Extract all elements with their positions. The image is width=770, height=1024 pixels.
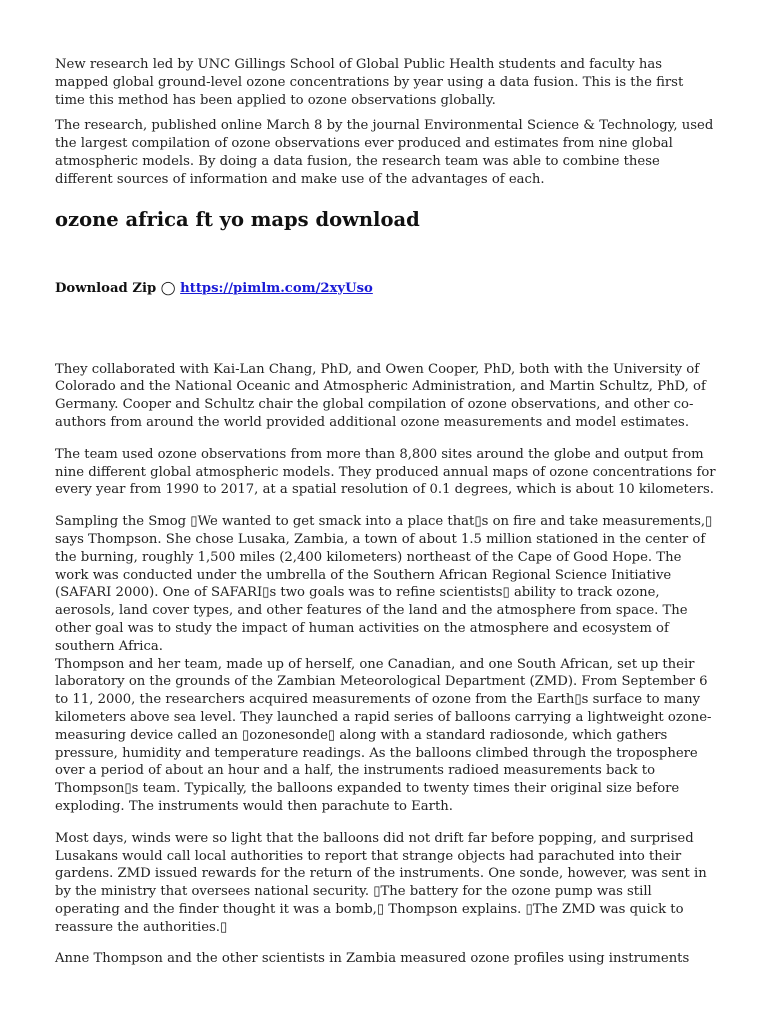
intro-paragraph-2: The research, published online March 8 by the journal Environmental Science & Technology, used the largest compilation of ozone observations ever produced and estimates from nine global atmospheric models. By doing a data fusion, the research team was able to combine these different sources of information and make use of the advantages of each.	[55, 118, 714, 187]
intro-paragraph-1: New research led by UNC Gillings School of Global Public Health students and faculty has mapped global ground-level ozone concentrations by year using a data fusion. This is the first time this method has been applied to ozone observations globally.	[55, 57, 684, 108]
body-paragraph-3: Sampling the Smog ▯We wanted to get smack into a place that▯s on fire and take measurements,▯ says Thompson. She chose Lusaka, Zambia, a town of about 1.5 million stationed in the center of the burning, roughly 1,500 miles (2,400 kilometers) northeast of the Cape of Good Hope. The work was conducted under the umbrella of the Southern African Regional Science Initiative (SAFARI 2000). One of SAFARI▯s two goals was to refine scientists▯ ability to track ozone, aerosols, land cover types, and other features of the land and the atmosphere from space. The other goal was to study the impact of human activities on the atmosphere and ecosystem of southern Africa.	[55, 514, 713, 654]
body-paragraph-6: Anne Thompson and the other scientists in Zambia measured ozone profiles using instruments	[55, 951, 690, 967]
body-paragraph-2: The team used ozone observations from more than 8,800 sites around the globe and output from nine different global atmospheric models. They produced annual maps of ozone concentrations for every year from 1990 to 2017, at a spatial resolution of 0.1 degrees, which is about 10 kilometers.	[55, 446, 716, 498]
article-body	[55, 361, 717, 969]
body-paragraph-1: They collaborated with Kai-Lan Chang, PhD, and Owen Cooper, PhD, both with the University of Colorado and the National Oceanic and Atmospheric Administration, and Martin Schultz, PhD, of Germany. Cooper and Schultz chair the global compilation of ozone observations, and other co-authors from around the world provided additional ozone measurements and model estimates.	[55, 361, 706, 430]
body-paragraph-5: Most days, winds were so light that the balloons did not drift far before popping, and surprised Lusakans would call local authorities to report that strange objects had parachuted into their gardens. ZMD issued rewards for the return of the instruments. One sonde, however, was sent in by the ministry that oversees national security. ▯The battery for the ozone pump was still operating and the finder thought it was a bomb,▯ Thompson explains. ▯The ZMD was quick to reassure the authorities.▯	[55, 830, 707, 935]
download-line	[55, 280, 717, 298]
download-link[interactable]: https://pimlm.com/2xyUso	[180, 280, 373, 296]
download-label: Download Zip ◯	[55, 280, 176, 296]
page-title: ozone africa ft yo maps download	[55, 207, 420, 231]
body-paragraph-4: Thompson and her team, made up of herself, one Canadian, and one South African, set up their laboratory on the grounds of the Zambian Meteorological Department (ZMD). From September 6 to 11, 2000, the researchers acquired measurements of ozone from the Earth▯s surface to many kilometers above sea level. They launched a rapid series of balloons carrying a lightweight ozone-measuring device called an ▯ozonesonde▯ along with a standard radiosonde, which gathers pressure, humidity and temperature readings. As the balloons climbed through the troposphere over a period of about an hour and a half, the instruments radioed measurements back to Thompson▯s team. Typically, the balloons expanded to twenty times their original size before exploding. The instruments would then parachute to Earth.	[55, 656, 712, 814]
document-page	[55, 56, 717, 968]
